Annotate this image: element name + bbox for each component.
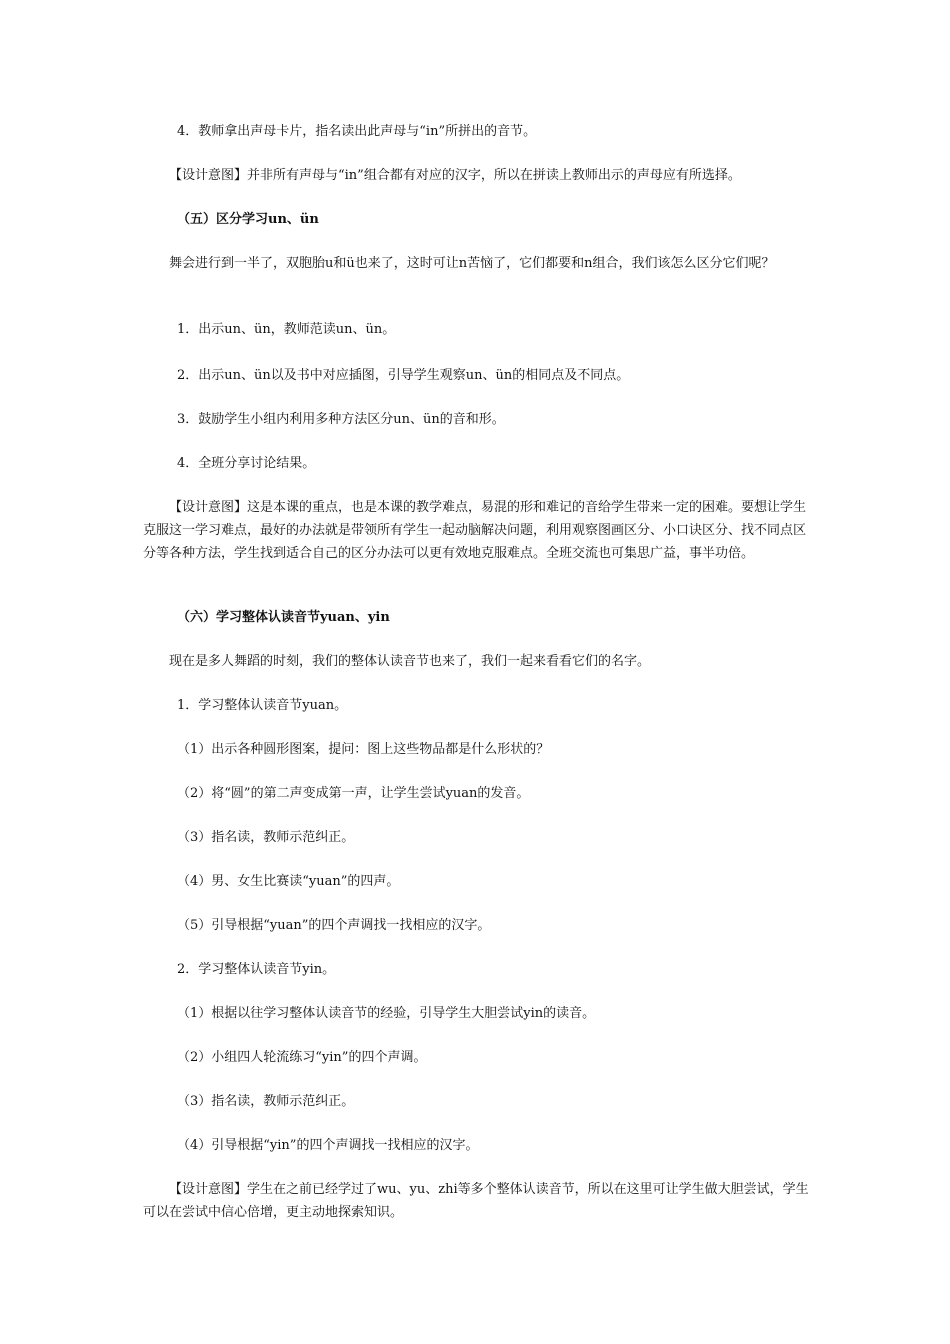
paragraph-yuan-step-1: （1）出示各种圆形图案，提问：图上这些物品都是什么形状的？ [177, 742, 550, 757]
paragraph-design-intent-2: 【设计意图】这是本课的重点，也是本课的教学难点，易混的形和难记的音给学生带来一定的困难。要想让学生克服这一学习难点，最好的办法就是带领所有学生一起动脑解决问题，利用观察图画区分、小口诀区分、找不同点区分等各种方法，学生找到适合自己的区分办法可以更有效地克服难点。全班交流也可集思广益，事半功倍。 [143, 500, 807, 561]
paragraph-yin-step-1: （1）根据以往学习整体认读音节的经验，引导学生大胆尝试yin的读音。 [177, 1006, 596, 1021]
paragraph-un-step-4: 4．全班分享讨论结果。 [177, 456, 316, 471]
paragraph-intro-yuan-yin: 现在是多人舞蹈的时刻，我们的整体认读音节也来了，我们一起来看看它们的名字。 [169, 654, 651, 669]
paragraph-yuan-step-4: （4）男、女生比赛读“yuan”的四声。 [177, 874, 400, 889]
paragraph-design-intent-3: 【设计意图】学生在之前已经学过了wu、yu、zhi等多个整体认读音节，所以在这里可让学生做大胆尝试，学生可以在尝试中信心倍增，更主动地探索知识。 [143, 1182, 809, 1220]
section-heading-5: （五）区分学习un、ün [177, 212, 319, 227]
section-heading-6: （六）学习整体认读音节yuan、yin [177, 610, 390, 625]
paragraph-yin-step-3: （3）指名读，教师示范纠正。 [177, 1094, 355, 1109]
paragraph-un-step-2: 2．出示un、ün以及书中对应插图，引导学生观察un、ün的相同点及不同点。 [177, 368, 630, 383]
paragraph-step-4-card: 4．教师拿出声母卡片，指名读出此声母与“in”所拼出的音节。 [177, 124, 537, 139]
paragraph-yuan-title: 1．学习整体认读音节yuan。 [177, 698, 348, 713]
paragraph-yin-step-4: （4）引导根据“yin”的四个声调找一找相应的汉字。 [177, 1138, 479, 1153]
paragraph-un-step-1: 1．出示un、ün，教师范读un、ün。 [177, 322, 396, 337]
paragraph-yuan-step-2: （2）将“圆”的第二声变成第一声，让学生尝试yuan的发音。 [177, 786, 530, 801]
paragraph-yin-title: 2．学习整体认读音节yin。 [177, 962, 336, 977]
paragraph-un-step-3: 3．鼓励学生小组内利用多种方法区分un、ün的音和形。 [177, 412, 505, 427]
paragraph-yin-step-2: （2）小组四人轮流练习“yin”的四个声调。 [177, 1050, 427, 1065]
paragraph-design-intent-1: 【设计意图】并非所有声母与“in”组合都有对应的汉字，所以在拼读上教师出示的声母应有所选择。 [169, 168, 741, 183]
paragraph-intro-un-un: 舞会进行到一半了，双胞胎u和ü也来了，这时可让n苦恼了，它们都要和n组合，我们该怎么区分它们呢？ [169, 256, 775, 271]
paragraph-yuan-step-5: （5）引导根据“yuan”的四个声调找一找相应的汉字。 [177, 918, 491, 933]
paragraph-yuan-step-3: （3）指名读，教师示范纠正。 [177, 830, 355, 845]
